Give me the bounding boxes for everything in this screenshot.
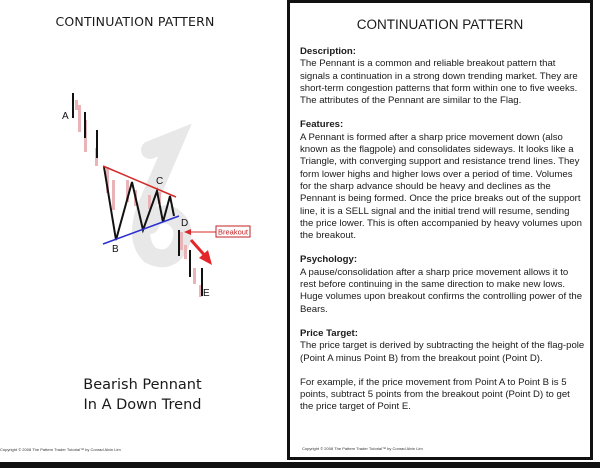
- point-d-label: D: [181, 218, 189, 229]
- caption-line-2: In A Down Trend: [83, 397, 202, 413]
- point-b-label: B: [112, 244, 119, 255]
- bearish-pennant-diagram: [0, 60, 287, 320]
- dark-candles: [73, 93, 202, 296]
- section-paragraph: A pause/consolidation after a sharp price movement allows it to rest before continuing in the same direction to make new lows. Huge volumes upon breakout confirms the controlling power of the Bears.: [300, 266, 583, 315]
- section-paragraph: A Pennant is formed after a sharp price movement down (also known as the flagpole) and consolidates sideways. It looks like a Triangle, with converging support and resistance trend lines. They form lower highs and higher lows over a period of time. Volumes for the sharp advance should be heavy and declines as the Pennant is being formed. Once the price breaks out of the support line, it is a SELL signal and the initial trend will resume, sending the price lower. This is often accompanied by heavy volumes upon the breakout.: [300, 131, 582, 242]
- section-price-target: [300, 328, 585, 414]
- section-psychology: [300, 254, 585, 315]
- section-paragraph: The price target is derived by subtracting the height of the flag-pole (Point A minus Point B) from the breakout point (Point D).: [300, 340, 585, 364]
- section-paragraph: The Pennant is a common and reliable breakout pattern that signals a continuation in a strong down trending market. They are short-term congestion patterns that form within one to five weeks. The attributes of the Pennant are similar to the Flag.: [300, 58, 578, 107]
- point-c-label: C: [156, 176, 164, 187]
- right-page-title: CONTINUATION PATTERN: [356, 17, 524, 32]
- right-page: [287, 0, 593, 460]
- pattern-description: [300, 46, 585, 426]
- watermark-logo: [141, 140, 182, 258]
- right-copyright: Copyright © 2008 The Pattern Trader Tutorial™ by Conrad Alvin Lim: [302, 446, 423, 451]
- section-heading: Psychology:: [300, 254, 358, 266]
- section-heading: Price Target:: [300, 327, 358, 339]
- left-page-title: CONTINUATION PATTERN: [55, 14, 215, 29]
- caption-line-1: Bearish Pennant: [83, 377, 202, 393]
- point-a-label: A: [62, 111, 69, 122]
- left-page: [0, 0, 287, 462]
- point-e-label: E: [203, 288, 210, 299]
- left-copyright: Copyright © 2008 The Pattern Trader Tutorial™ by Conrad Alvin Lim: [0, 447, 121, 452]
- diagram-caption: [0, 375, 285, 415]
- section-heading: Description:: [300, 46, 356, 57]
- section-description: [300, 46, 585, 107]
- section-paragraph: For example, if the price movement from Point A to Point B is 5 points, subtract 5 points from the breakout point (Point D) to get the price target of Point E.: [300, 376, 570, 413]
- section-features: [300, 119, 585, 242]
- section-heading: Features:: [300, 119, 344, 131]
- breakout-label: Breakout: [217, 227, 249, 237]
- bottom-border: [0, 462, 600, 468]
